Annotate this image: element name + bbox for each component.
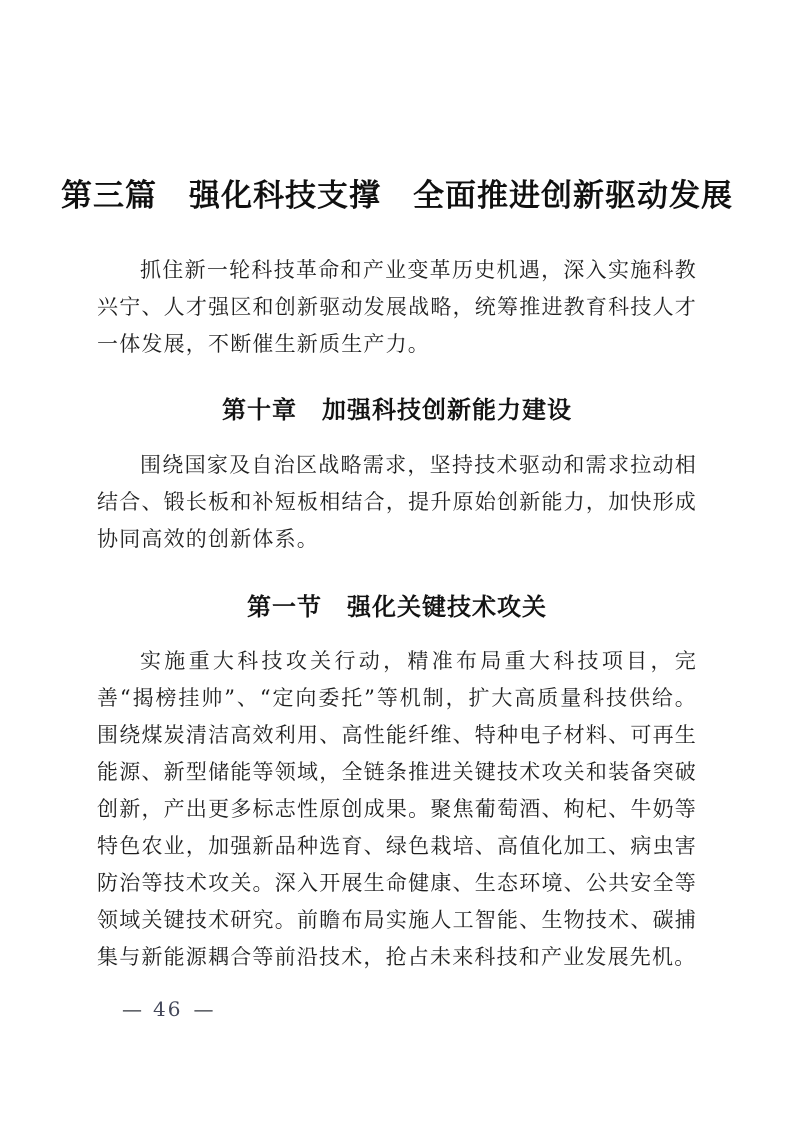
intro-paragraph: 抓住新一轮科技革命和产业变革历史机遇，深入实施科教兴宁、人才强区和创新驱动发展战略，统筹推进教育科技人才一体发展，不断催生新质生产力。 bbox=[97, 258, 697, 356]
part-title: 第三篇 强化科技支撑 全面推进创新驱动发展 bbox=[61, 178, 733, 214]
section-paragraph: 实施重大科技攻关行动，精准布局重大科技项目，完善“揭榜挂帅”、“定向委托”等机制，扩大高质量科技供给。围绕煤炭清洁高效利用、高性能纤维、特种电子材料、可再生能源、新型储能等领域，全链条推进关键技术攻关和装备突破创新，产出更多标志性原创成果。聚焦葡萄酒、枸杞、牛奶等特色农业，加强新品种选育、绿色栽培、高值化加工、病虫害防治等技术攻关。深入开展生命健康、生态环境、公共安全等领域关键技术研究。前瞻布局实施人工智能、生物技术、碳捕集与新能源耦合等前沿技术，抢占未来科技和产业发展先机。 bbox=[97, 649, 697, 969]
section-heading: 第一节 强化关键技术攻关 bbox=[247, 592, 547, 621]
footer-page-number: 46 bbox=[153, 997, 183, 1021]
chapter-heading: 第十章 加强科技创新能力建设 bbox=[222, 395, 572, 424]
page-footer bbox=[122, 997, 213, 1021]
footer-left-dash: — bbox=[122, 997, 142, 1021]
footer-right-dash: — bbox=[193, 997, 214, 1021]
chapter-paragraph: 围绕国家及自治区战略需求，坚持技术驱动和需求拉动相结合、锻长板和补短板相结合，提升原始创新能力，加快形成协同高效的创新体系。 bbox=[97, 453, 697, 551]
